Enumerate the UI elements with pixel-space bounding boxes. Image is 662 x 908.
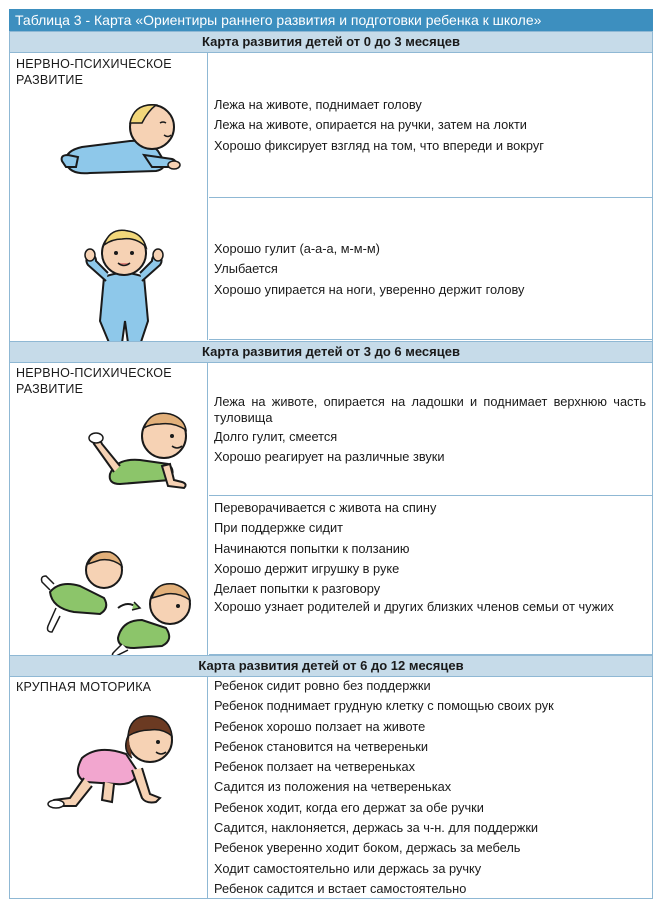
milestone-item: Ребенок садится и встает самостоятельно	[214, 880, 467, 896]
section-left-6-12	[10, 676, 208, 898]
section-left-3-6	[10, 362, 208, 655]
milestone-item: Начинаются попытки к ползанию	[214, 540, 410, 556]
table-title: Таблица 3 - Карта «Ориентиры раннего развития и подготовки ребенка к школе»	[9, 9, 653, 31]
milestones-0-3-group-2	[209, 198, 652, 340]
milestone-item: Ребенок становится на четвереньки	[214, 738, 428, 754]
baby-crawling-girl-icon	[46, 714, 178, 814]
milestone-item: Ребенок сидит ровно без поддержки	[214, 678, 431, 693]
section-header-3-6: Карта развития детей от 3 до 6 месяцев	[10, 341, 652, 363]
baby-lying-icon	[60, 101, 182, 179]
section-left-0-3	[10, 53, 208, 340]
category-label: КРУПНАЯ МОТОРИКА	[16, 680, 152, 694]
milestone-item: Хорошо реагирует на различные звуки	[214, 449, 445, 465]
baby-rolling-icon	[38, 546, 196, 658]
milestone-item: Хорошо гулит (а-а-а, м-м-м)	[214, 241, 380, 256]
milestone-item: Ребенок поднимает грудную клетку с помощью своих рук	[214, 698, 554, 714]
milestones-3-6-group-1	[209, 362, 652, 496]
baby-standing-icon	[78, 225, 172, 351]
section-header-0-3: Карта развития детей от 0 до 3 месяцев	[10, 32, 652, 53]
milestone-item: Переворачивается с живота на спину	[214, 500, 437, 515]
milestone-item: Лежа на животе, опирается на ручки, затем на локти	[214, 117, 527, 133]
milestone-item: Хорошо держит игрушку в руке	[214, 560, 400, 576]
milestone-item: Делает попытки к разговору	[214, 581, 381, 597]
milestone-item: Ходит самостоятельно или держась за ручку	[214, 860, 482, 876]
milestone-item: Хорошо фиксирует взгляд на том, что впереди и вокруг	[214, 137, 544, 153]
milestone-item: Лежа на животе, опирается на ладошки и поднимает верхнюю часть туловища	[214, 394, 646, 425]
development-table	[9, 31, 653, 899]
category-label: НЕРВНО-ПСИХИЧЕСКОЕ РАЗВИТИЕ	[16, 366, 172, 396]
milestones-6-12	[209, 676, 652, 898]
milestone-item: Ребенок ходит, когда его держат за обе ручки	[214, 799, 484, 815]
milestone-item: Лежа на животе, поднимает голову	[214, 97, 422, 112]
baby-pushup-icon	[80, 404, 196, 494]
milestones-3-6-group-2	[209, 496, 652, 655]
milestone-item: При поддержке сидит	[214, 520, 343, 536]
milestone-item: Садится, наклоняется, держась за ч-н. для поддержки	[214, 820, 539, 836]
milestone-item: Ребенок уверенно ходит боком, держась за мебель	[214, 840, 521, 856]
category-label: НЕРВНО-ПСИХИЧЕСКОЕ РАЗВИТИЕ	[16, 57, 172, 87]
milestone-item: Хорошо узнает родителей и других близких членов семьи от чужих	[214, 599, 614, 615]
section-header-6-12: Карта развития детей от 6 до 12 месяцев	[10, 655, 652, 677]
milestone-item: Садится из положения на четвереньках	[214, 779, 452, 795]
milestone-item: Ребенок ползает на четвереньках	[214, 759, 416, 775]
milestone-item: Долго гулит, смеется	[214, 429, 338, 444]
milestone-item: Ребенок хорошо ползает на животе	[214, 718, 426, 734]
milestone-item: Улыбается	[214, 261, 278, 277]
milestone-item: Хорошо упирается на ноги, уверенно держит голову	[214, 281, 525, 297]
milestones-0-3-group-1	[209, 53, 652, 198]
